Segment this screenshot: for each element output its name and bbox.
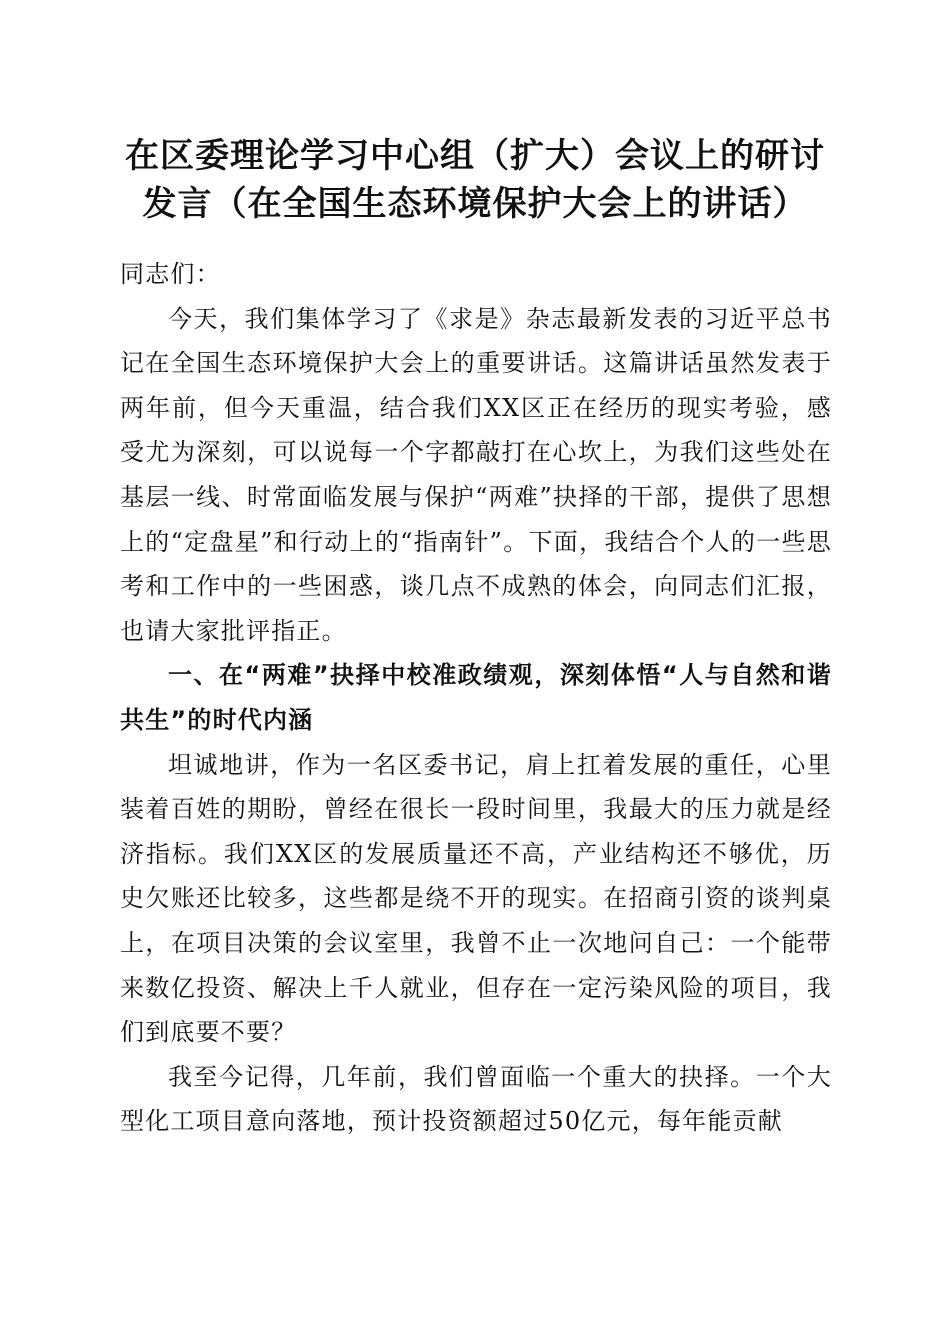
intro-paragraph: 今天，我们集体学习了《求是》杂志最新发表的习近平总书记在全国生态环境保护大会上的重要讲话。这篇讲话虽然发表于两年前，但今天重温，结合我们XX区正在经历的现实考验，感受尤为深刻，可以说每一个字都敲打在心坎上，为我们这些处在基层一线、时常面临发展与保护“两难”抉择的干部，提供了思想上的“定盘星”和行动上的“指南针”。下面，我结合个人的一些思考和工作中的一些困惑，谈几点不成熟的体会，向同志们汇报，也请大家批评指正。: [120, 304, 832, 645]
section1-paragraph-2: 我至今记得，几年前，我们曾面临一个重大的抉择。一个大型化工项目意向落地，预计投资额超过50亿元，每年能贡献: [120, 1062, 832, 1136]
document-body: [120, 252, 832, 1144]
document-title: 在区委理论学习中心组（扩大）会议上的研讨发言（在全国生态环境保护大会上的讲话）: [125, 136, 825, 224]
section1-paragraph-1: 坦诚地讲，作为一名区委书记，肩上扛着发展的重任，心里装着百姓的期盼，曾经在很长一段时间里，我最大的压力就是经济指标。我们XX区的发展质量还不高，产业结构还不够优，历史欠账还比较多，这些都是绕不开的现实。在招商引资的谈判桌上，在项目决策的会议室里，我曾不止一次地问自己：一个能带来数亿投资、解决上千人就业，但存在一定污染风险的项目，我们到底要不要？: [120, 750, 832, 1047]
salutation: 同志们：: [120, 260, 221, 288]
section-heading-1: 一、在“两难”抉择中校准政绩观，深刻体悟“人与自然和谐共生”的时代内涵: [120, 661, 832, 734]
